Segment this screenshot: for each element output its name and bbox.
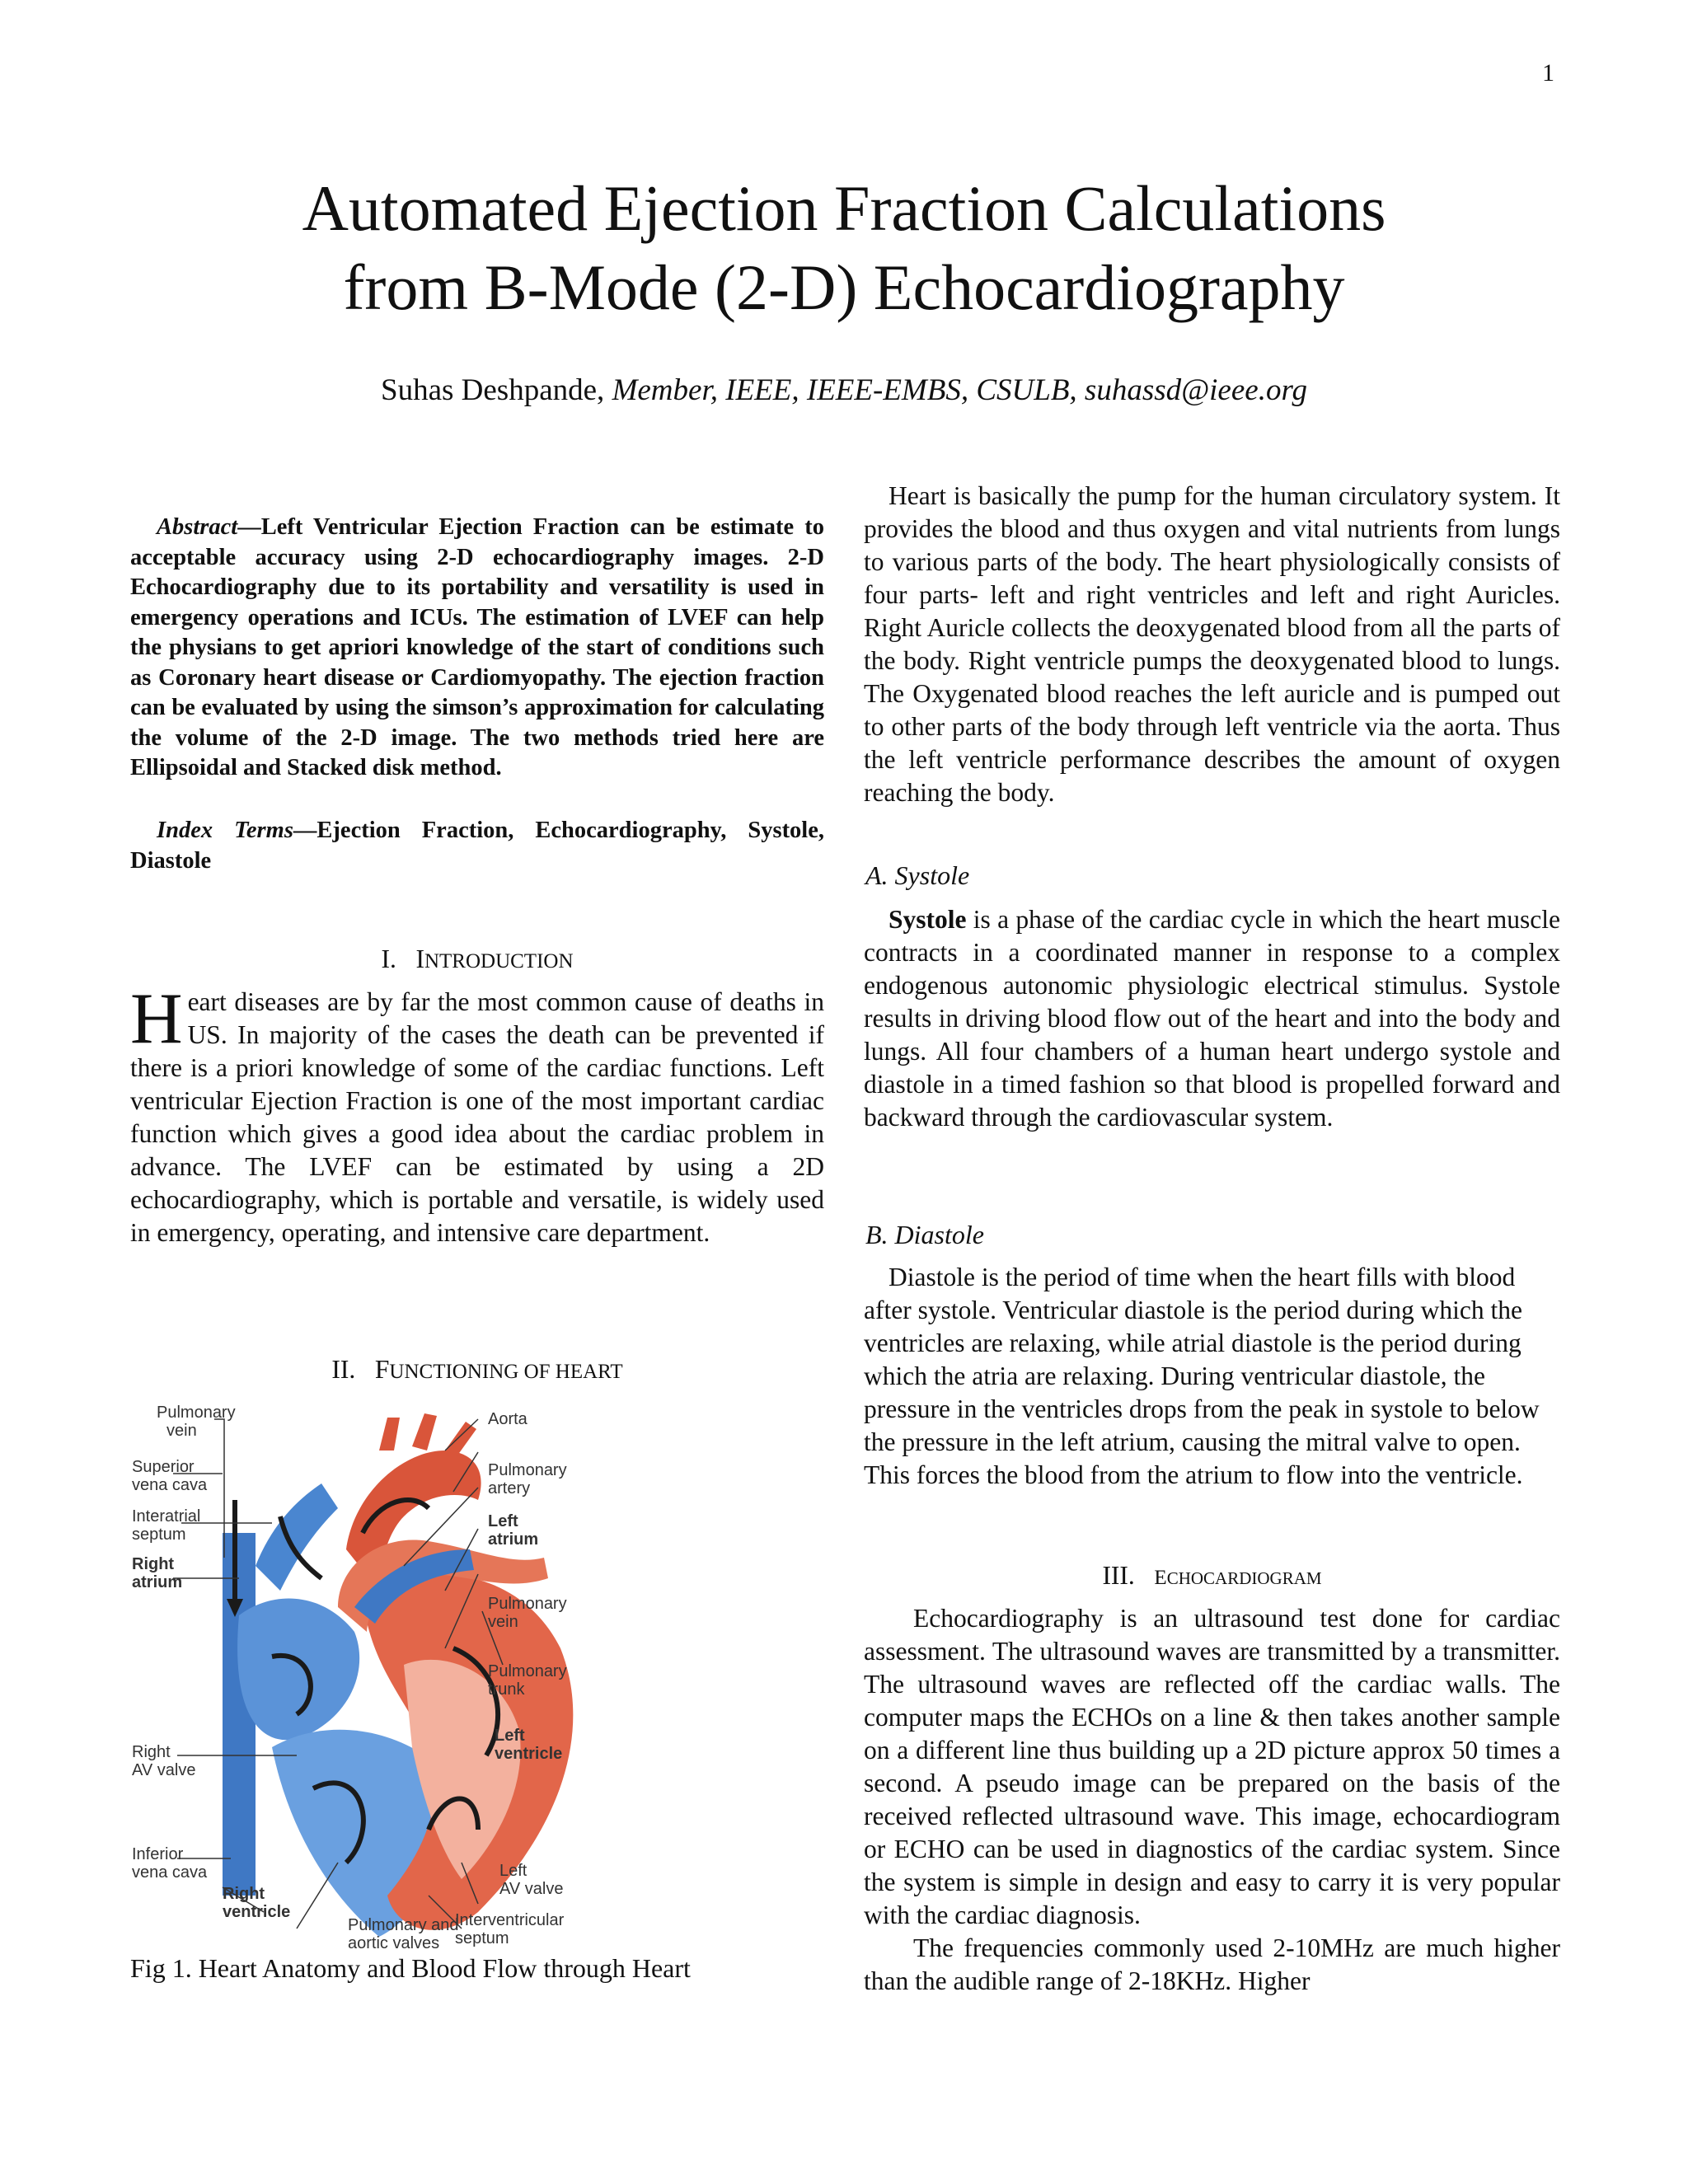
heart-intro-paragraph: Heart is basically the pump for the human circulatory system. It provides the blood and thus oxygen and vital nutrients from lungs to various parts of the body. The heart physiologically consists of four parts- left and right ventricles and left and right Auricles. Right Auricle collects the deoxygenated blood from all the parts of the body. Right ventricle pumps the deoxygenated blood to lungs. The Oxygenated blood reaches the left auricle and is pumped out to other parts of the body through left ventricle via the aorta. Thus the left ventricle performance describes the amount of oxygen reaching the body. bbox=[864, 481, 1560, 807]
label-pulmonary-artery: Pulmonary bbox=[488, 1461, 567, 1479]
label-interatrial-septum: Interatrial bbox=[132, 1507, 201, 1526]
svg-text:septum: septum bbox=[455, 1929, 509, 1947]
abstract-dash: — bbox=[237, 514, 261, 540]
svg-text:vena cava: vena cava bbox=[132, 1476, 208, 1494]
svg-text:AV valve: AV valve bbox=[132, 1761, 196, 1779]
abstract bbox=[130, 513, 824, 784]
label-left-atrium: Left bbox=[488, 1512, 518, 1530]
svg-text:aortic valves: aortic valves bbox=[348, 1934, 440, 1952]
index-terms-text: Ejection Fraction, Echocardiography, Systole, Diastole bbox=[130, 818, 824, 874]
label-pulmonary-aortic-valves: Pulmonary and bbox=[348, 1916, 459, 1934]
label-pulmonary-trunk: Pulmonary bbox=[488, 1662, 567, 1680]
subsection-heading-systole: A. Systole bbox=[865, 860, 970, 890]
author-affiliation: Member, IEEE, IEEE-EMBS, CSULB, suhassd@ieee.org bbox=[612, 373, 1307, 407]
echo-paragraph-1: Echocardiography is an ultrasound test done for cardiac assessment. The ultrasound waves are transmitted by a transmitter. The ultrasound waves are reflected off the cardiac walls. The computer maps the ECHOs on a line & then takes another sample on a different line thus building up a 2D picture approx 50 times a second. A pseudo image can be prepared on the basis of the received reflected ultrasound wave. This image, echocardiogram or ECHO can be used in diagnostics of the cardiac system. Since the system is simple in design and easy to carry it is very popular with the cardiac diagnosis. bbox=[864, 1604, 1560, 1929]
introduction-text: eart diseases are by far the most common cause of deaths in US. In majority of the cases the death can be prevented if there is a priori knowledge of some of the cardiac functions. Left ventricular Ejection Fraction is one of the most important cardiac function which gives a good idea about the cardiac problem in advance. The LVEF can be estimated by using a 2D echocardiography, which is portable and versatile, is widely used in emergency, operating, and intensive care department. bbox=[130, 987, 824, 1247]
label-right-atrium: Right bbox=[132, 1555, 175, 1573]
label-pulmonary-vein-left: Pulmonary bbox=[157, 1404, 236, 1422]
svg-text:atrium: atrium bbox=[132, 1573, 183, 1591]
paper-title bbox=[0, 169, 1688, 327]
title-line-2: from B-Mode (2-D) Echocardiography bbox=[343, 251, 1345, 323]
svg-text:vein: vein bbox=[166, 1422, 197, 1440]
index-terms-dash: — bbox=[293, 818, 317, 843]
section-heading-introduction: I. INTRODUCTION bbox=[381, 944, 574, 973]
title-line-1: Automated Ejection Fraction Calculations bbox=[302, 172, 1386, 244]
diastole-paragraph: Diastole is the period of time when the heart fills with blood after systole. Ventricular diastole is the period during which the ventricles are relaxing, while atrial diastole is the period during which the atria are relaxing. During ventricular diastole, the pressure in the ventricles drops from the peak in systole to below the pressure in the left atrium, causing the mitral valve to open. This forces the blood from the atrium to flow into the ventricle. bbox=[864, 1263, 1540, 1489]
index-terms bbox=[130, 816, 824, 876]
echocardiogram-paragraphs bbox=[864, 1602, 1560, 1998]
systole-term: Systole bbox=[889, 905, 967, 934]
figure-caption: Fig 1. Heart Anatomy and Blood Flow through Heart bbox=[130, 1953, 691, 1983]
section-heading-echocardiogram: III. ECHOCARDIOGRAM bbox=[1102, 1561, 1322, 1590]
label-pulmonary-vein-right: Pulmonary bbox=[488, 1595, 567, 1613]
svg-text:AV valve: AV valve bbox=[499, 1880, 564, 1898]
echo-paragraph-2: The frequencies commonly used 2-10MHz are much higher than the audible range of 2-18KHz. Higher bbox=[864, 1933, 1560, 1995]
label-right-av-valve: Right bbox=[132, 1743, 171, 1761]
label-interventricular-septum: Interventricular bbox=[455, 1911, 565, 1929]
label-right-ventricle: Right bbox=[223, 1885, 265, 1903]
section-heading-functioning: II. FUNCTIONING OF HEART bbox=[331, 1355, 623, 1384]
index-terms-label: Index Terms bbox=[157, 818, 293, 843]
svg-text:trunk: trunk bbox=[488, 1680, 525, 1699]
author-line bbox=[0, 373, 1688, 408]
svg-text:vein: vein bbox=[488, 1613, 518, 1631]
abstract-label: Abstract bbox=[157, 514, 238, 540]
svg-text:ventricle: ventricle bbox=[223, 1903, 291, 1921]
label-aorta: Aorta bbox=[488, 1410, 528, 1428]
systole-paragraph: Systole is a phase of the cardiac cycle in which the heart muscle contracts in a coordinated manner in response to a complex endogenous autonomic physiologic electrical stimulus. Systole results in driving blood flow out of the heart and into the body and lungs. All four chambers of a human heart undergo systole and diastole in a timed fashion so that blood is propelled forward and backward through the cardiovascular system. bbox=[864, 905, 1560, 1132]
label-left-ventricle: Left bbox=[495, 1727, 525, 1745]
svg-text:artery: artery bbox=[488, 1479, 531, 1497]
svg-text:ventricle: ventricle bbox=[495, 1745, 563, 1763]
svg-text:vena cava: vena cava bbox=[132, 1863, 208, 1882]
label-superior-vena-cava: Superior bbox=[132, 1458, 195, 1476]
drop-cap: H bbox=[130, 979, 183, 1059]
label-left-av-valve: Left bbox=[499, 1862, 528, 1880]
page-number: 1 bbox=[1542, 59, 1554, 87]
introduction-paragraph bbox=[130, 979, 824, 1249]
subsection-heading-diastole: B. Diastole bbox=[865, 1220, 984, 1249]
heart-anatomy-figure bbox=[132, 1401, 684, 1952]
abstract-text: Left Ventricular Ejection Fraction can be estimate to acceptable accuracy using 2-D echocardiography images. 2-D Echocardiography due to its portability and versatility is used in emergency operations and ICUs. The estimation of LVEF can help the physians to get apriori knowledge of the start of conditions such as Coronary heart disease or Cardiomyopathy. The ejection fraction can be evaluated by using the simson’s approximation for calculating the volume of the 2-D image. The two methods tried here are Ellipsoidal and Stacked disk method. bbox=[130, 514, 824, 780]
author-name: Suhas Deshpande, bbox=[381, 373, 605, 407]
svg-text:atrium: atrium bbox=[488, 1530, 539, 1549]
label-inferior-vena-cava: Inferior bbox=[132, 1845, 184, 1863]
svg-text:septum: septum bbox=[132, 1526, 186, 1544]
